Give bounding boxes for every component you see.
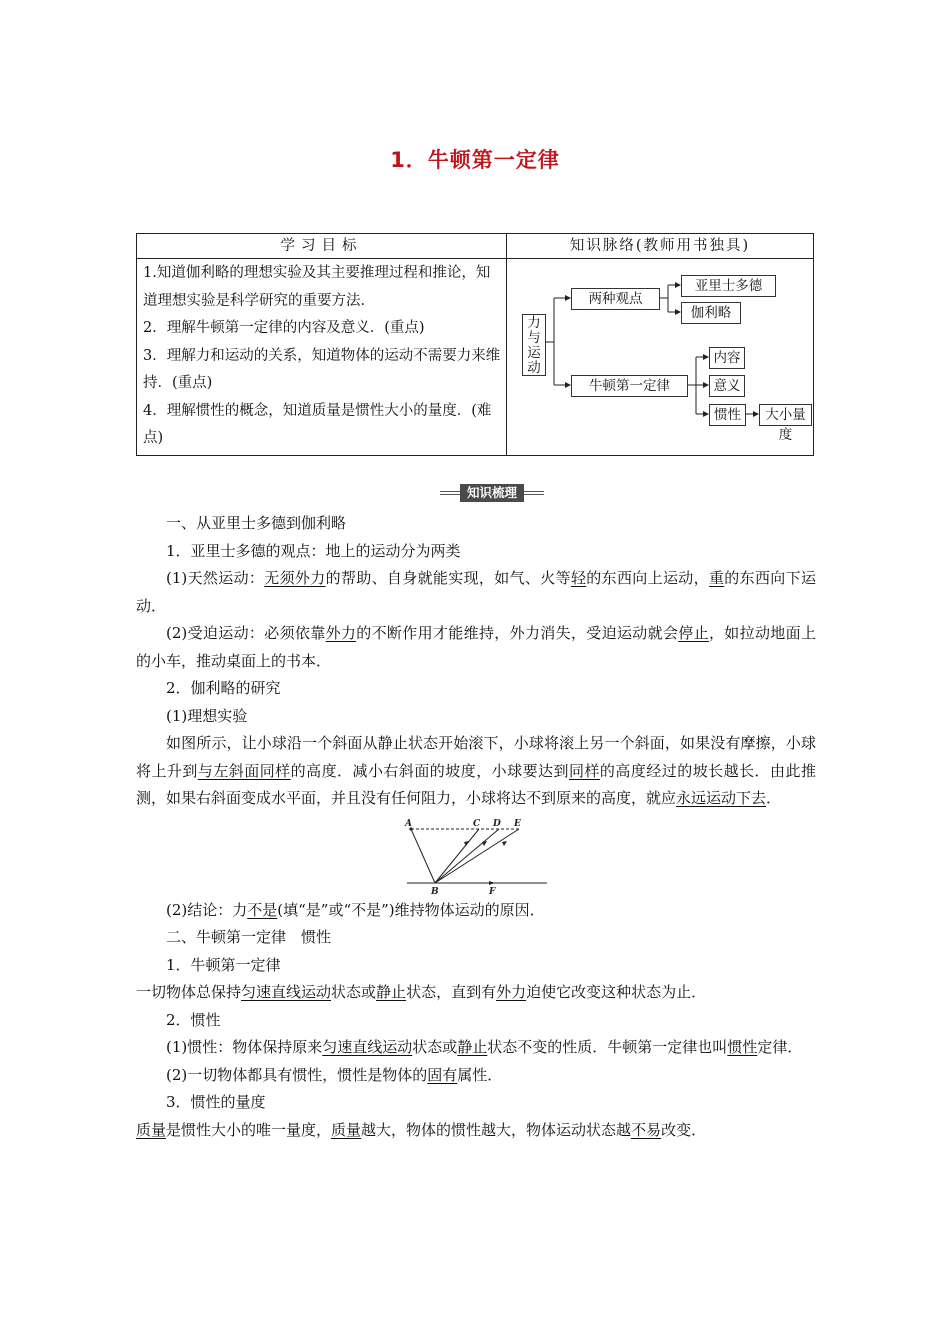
blank-answer: 匀速直线运动 [322,1038,413,1056]
table-divider [506,234,507,455]
blank-answer: 静止 [457,1038,488,1056]
body-text [136,510,816,1144]
subheading: 3．惯性的量度 [166,1093,266,1111]
subheading: 2．伽利略的研究 [166,679,281,697]
blank-answer: 与左斜面同样 [197,761,291,780]
objectives-left-header: 学习目标 [137,234,507,259]
blank-answer: 静止 [376,983,407,1001]
paragraph: (2)结论：力不是(填“是”或“不是”)维持物体运动的原因． [166,900,545,919]
subheading: 2．惯性 [166,1010,221,1029]
blank-answer: 停止 [678,624,709,642]
figure-label-a: A [405,818,412,829]
incline-figure [401,817,551,897]
blank-answer: 重 [708,569,725,587]
blank-answer: 永远运动下去 [676,789,767,807]
objective-item: 2．理解牛顿第一定律的内容及意义．(重点) [143,320,425,336]
diagram-node-galileo: 伽利略 [681,302,741,324]
knowledge-diagram [508,260,814,455]
objectives-table [136,233,814,456]
figure-label-e: E [514,818,521,829]
heading: 一、从亚里士多德到伽利略 [166,514,347,532]
paragraph: (2)一切物体都具有惯性，惯性是物体的固有属性． [166,1065,503,1084]
diagram-node-measure: 大小量度 [759,404,812,426]
diagram-node-content: 内容 [709,347,745,369]
paragraph: (2)受迫运动：必须依靠外力的不断作用才能维持，外力消失，受迫运动就会停止，如拉动地面上的小车，推动桌面上的书本． [136,624,816,670]
figure-label-c: C [473,818,481,829]
figure-label-b: B [431,886,439,897]
blank-answer: 外力 [325,624,357,642]
objective-item: 4．理解惯性的概念，知道质量是惯性大小的量度．(难点) [143,402,492,446]
objective-item: 3．理解力和运动的关系，知道物体的运动不需要力来维持．(重点) [143,347,501,391]
paragraph: 如图所示，让小球沿一个斜面从静止状态开始滚下，小球将滚上另一个斜面，如果没有摩擦，小球将上升到与左斜面同样的高度．减小右斜面的坡度，小球要达到同样的高度经过的坡长越长．由此推测，如果右斜面变成水平面，并且没有任何阻力，小球将达不到原来的高度，就应永远运动下去． [136,734,816,807]
subheading: 1．亚里士多德的观点：地上的运动分为两类 [166,541,461,560]
diagram-node-newton-first: 牛顿第一定律 [571,375,688,397]
banner-label: 知识梳理 [460,484,524,502]
diagram-node-meaning: 意义 [709,375,745,397]
subheading: (1)理想实验 [166,706,248,725]
diagram-node-two-views: 两种观点 [571,288,660,310]
blank-answer: 无须外力 [264,569,326,587]
figure-label-d: D [493,818,501,829]
paragraph: 质量是惯性大小的唯一量度，质量越大，物体的惯性越大，物体运动状态越不易改变． [136,1120,707,1139]
blank-answer: 外力 [496,983,527,1001]
figure-label-f: F [489,886,496,897]
blank-answer: 质量 [136,1120,167,1139]
diagram-node-aristotle: 亚里士多德 [681,275,776,297]
section-banner [440,484,544,502]
blank-answer: 轻 [570,569,587,587]
heading: 二、牛顿第一定律 惯性 [166,928,332,946]
paragraph: (1)惯性：物体保持原来匀速直线运动状态或静止状态不变的性质．牛顿第一定律也叫惯性定律． [166,1038,803,1056]
subheading: 1．牛顿第一定律 [166,955,281,974]
blank-answer: 同样 [568,761,600,780]
diagram-node-inertia: 惯性 [709,404,746,426]
objectives-list [143,260,503,453]
blank-answer: 固有 [427,1065,458,1084]
paragraph: (1)天然运动：无须外力的帮助、自身就能实现，如气、火等轻的东西向上运动，重的东西向下运动． [136,569,816,615]
objectives-right-header: 知识脉络(教师用书独具) [507,234,813,259]
blank-answer: 不易 [631,1120,662,1139]
objective-item: 1.知道伽利略的理想实验及其主要推理过程和推论，知道理想实验是科学研究的重要方法． [143,265,491,309]
blank-answer: 惯性 [727,1038,758,1056]
blank-answer: 质量 [331,1120,362,1139]
paragraph: 一切物体总保持匀速直线运动状态或静止状态，直到有外力迫使它改变这种状态为止． [136,983,707,1001]
diagram-node-root: 力与运动 [522,314,546,376]
blank-answer: 匀速直线运动 [241,983,332,1001]
blank-answer: 不是 [247,900,278,919]
page-title: 1．牛顿第一定律 [390,148,560,172]
